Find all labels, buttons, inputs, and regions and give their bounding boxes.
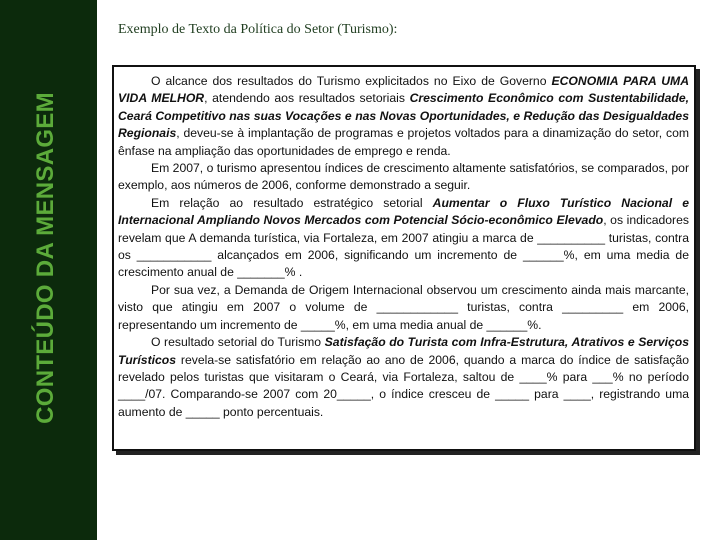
sidebar-panel: [0, 0, 97, 540]
text-run: Em 2007, o turismo apresentou índices de crescimento altamente satisfatórios, se comparados, por exemplo, aos números de 2006, conforme demonstrado a seguir.: [118, 161, 689, 193]
slide-title: Exemplo de Texto da Política do Setor (Turismo):: [118, 22, 398, 37]
text-run: revela-se satisfatório em relação ao ano de 2006, quando a marca do índice de satisfação revelado pelos turistas que visitaram o Ceará, via Fortaleza, saltou de ____% para ___% no período ____/07. Comparando-se 2007 com 20_____, o índice cresceu de _____ para ____, registrando uma aumento de _____ ponto percentuais.: [118, 352, 689, 419]
paragraph: [118, 73, 689, 160]
body-text: [118, 73, 689, 421]
paragraph: [118, 334, 689, 421]
text-run: , os indicadores revelam que A demanda turística, via Fortaleza, em 2007 atingiu a marca de __________ turistas, contra os ___________ alcançados em 2006, significando um incremento de ______%, em uma media de crescimento anual de _______% .: [118, 213, 689, 280]
text-run: O resultado setorial do Turismo: [151, 335, 325, 350]
text-run: Por sua vez, a Demanda de Origem Internacional observou um crescimento ainda mais marcante, visto que atingiu em 2007 o volume de ____________ turistas, contra _________ em 2006, representando um incremento de _____%, em uma media anual de ______%.: [118, 282, 689, 332]
emphasized-text: Crescimento Econômico com Sustentabilidade, Ceará Competitivo nas suas Vocações e nas Novas Oportunidades, e Redução das Desigualdades Regionais: [118, 91, 689, 141]
emphasized-text: Aumentar o Fluxo Turístico Nacional e Internacional Ampliando Novos Mercados com Potencial Sócio-econômico Elevado: [118, 195, 689, 228]
emphasized-text: ECONOMIA PARA UMA VIDA MELHOR: [118, 74, 690, 106]
text-run: , deveu-se à implantação de programas e projetos voltados para a dinamização do setor, com ênfase na ampliação das oportunidades de emprego e renda.: [118, 126, 689, 158]
emphasized-text: Satisfação do Turista com Infra-Estrutura, Atrativos e Serviços Turísticos: [118, 335, 690, 367]
sidebar-label: CONTEÚDO DA MENSAGEM: [32, 92, 59, 424]
paragraph: [118, 160, 689, 195]
text-run: O alcance dos resultados do Turismo explicitados no Eixo de Governo: [151, 74, 552, 88]
text-run: , atendendo aos resultados setoriais: [204, 91, 410, 106]
paragraph: [118, 282, 689, 334]
text-run: Em relação ao resultado estratégico setorial: [151, 195, 433, 210]
paragraph: [118, 195, 689, 282]
